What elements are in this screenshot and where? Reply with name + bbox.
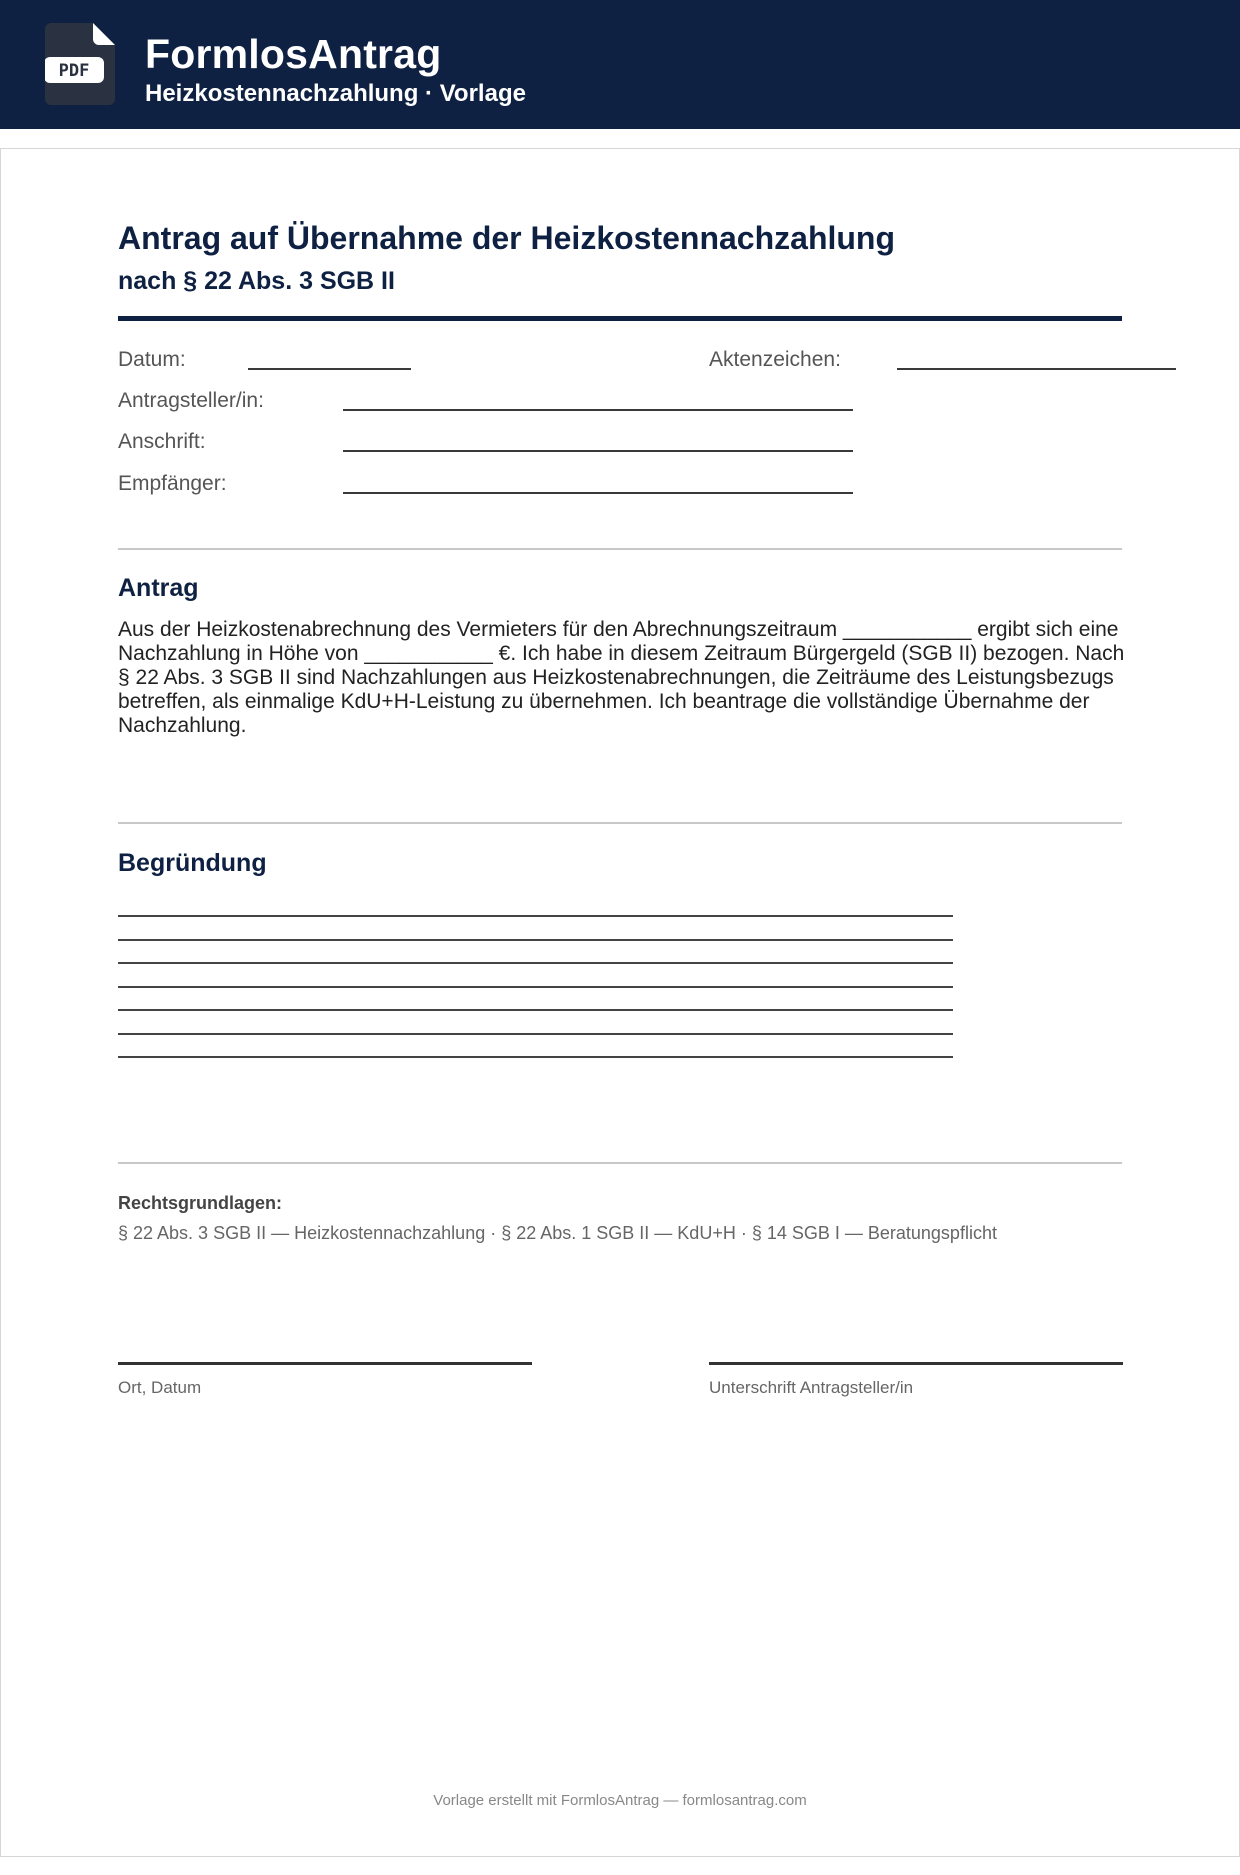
app-subtitle: Heizkostennachzahlung · Vorlage [145,80,526,107]
aktenzeichen-field[interactable] [897,368,1176,370]
anschrift-field[interactable] [343,450,853,452]
unterschrift-label: Unterschrift Antragsteller/in [709,1378,914,1397]
begruendung-write-line[interactable] [118,939,953,941]
title-divider [118,316,1122,321]
ort-datum-signature-line[interactable] [118,1362,532,1365]
datum-label: Datum: [118,348,186,371]
empfaenger-label: Empfänger: [118,472,227,495]
pdf-icon-label: PDF [58,61,90,81]
rechtsgrundlagen-text: § 22 Abs. 3 SGB II — Heizkostennachzahlung · § 22 Abs. 1 SGB II — KdU+H · § 14 SGB I — Beratungspflicht [118,1223,997,1243]
antragsteller-label: Antragsteller/in: [118,389,264,412]
begruendung-write-line[interactable] [118,915,953,917]
section-divider [118,548,1122,550]
app-header [0,0,1240,129]
aktenzeichen-label: Aktenzeichen: [709,348,841,371]
begruendung-heading: Begründung [118,849,267,877]
section-divider [118,1162,1122,1164]
section-divider [118,822,1122,824]
ort-datum-label: Ort, Datum [118,1378,202,1397]
footer-note: Vorlage erstellt mit FormlosAntrag — formlosantrag.com [433,1792,807,1809]
empfaenger-field[interactable] [343,492,853,494]
unterschrift-signature-line[interactable] [709,1362,1123,1365]
antrag-body-text: Aus der Heizkostenabrechnung des Vermieters für den Abrechnungszeitraum ___________ ergibt sich eine Nachzahlung in Höhe von ___________ €. Ich habe in diesem Zeitraum Bürgergeld (SGB II) bezogen. Nach § 22 Abs. 3 SGB II sind Nachzahlungen aus Heizkostenabrechnungen, die Zeiträume des Leistungsbezugs betreffen, als einmalige KdU+H-Leistung zu übernehmen. Ich beantrage die vollständige Übernahme der Nachzahlung. [118,618,1125,737]
document-title: Antrag auf Übernahme der Heizkostennachzahlung [118,220,896,256]
begruendung-write-line[interactable] [118,986,953,988]
pdf-file-icon [45,23,115,105]
rechtsgrundlagen-label: Rechtsgrundlagen: [118,1193,283,1213]
datum-field[interactable] [248,368,411,370]
anschrift-label: Anschrift: [118,430,206,453]
antrag-heading: Antrag [118,574,199,602]
begruendung-write-line[interactable] [118,962,953,964]
begruendung-write-line[interactable] [118,1033,953,1035]
begruendung-write-line[interactable] [118,1009,953,1011]
app-title: FormlosAntrag [145,31,442,77]
document-subtitle: nach § 22 Abs. 3 SGB II [118,267,395,295]
begruendung-write-line[interactable] [118,1056,953,1058]
antragsteller-field[interactable] [343,409,853,411]
